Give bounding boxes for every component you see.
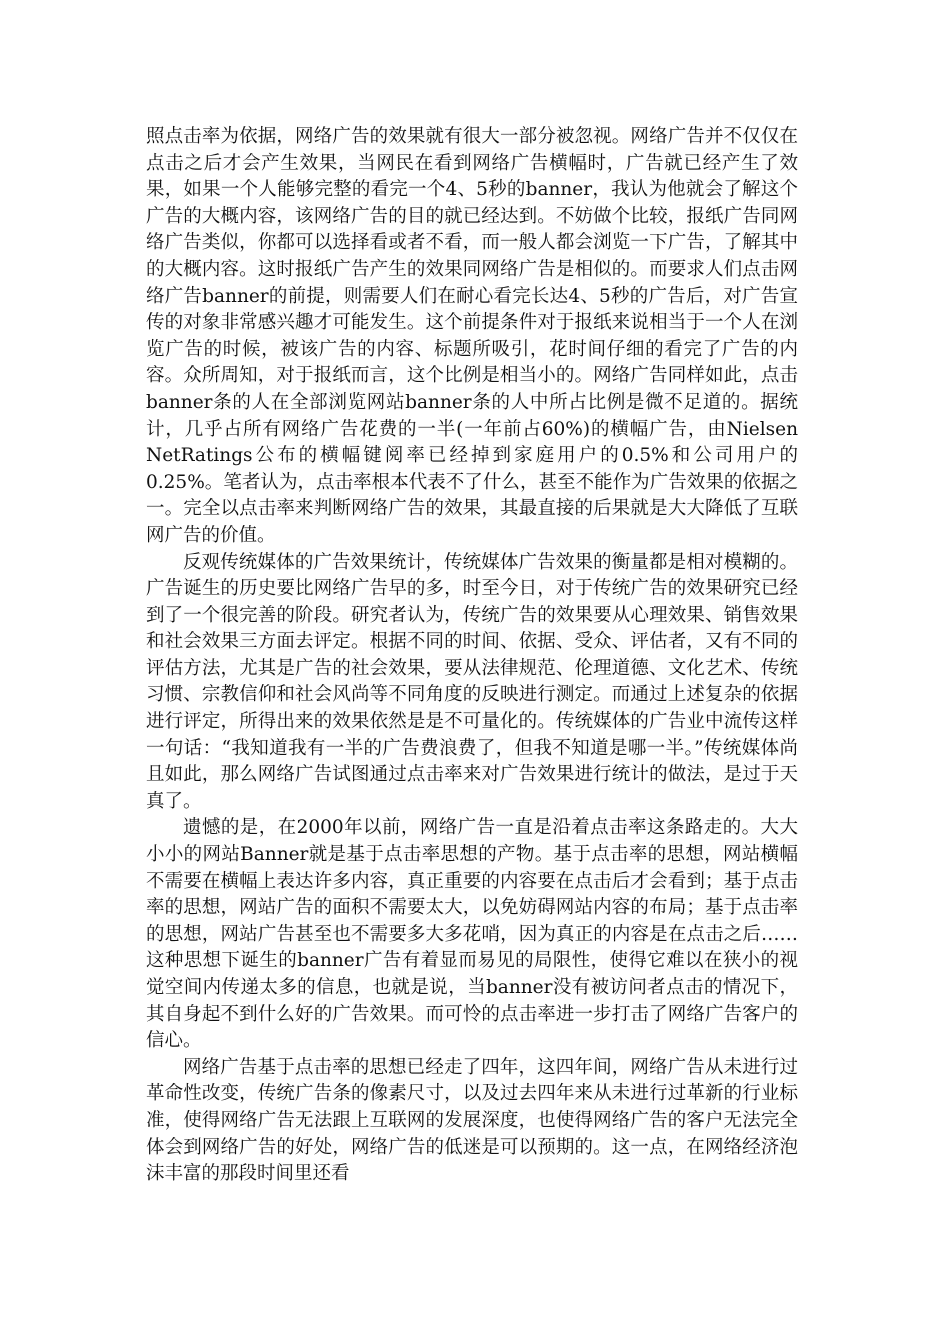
paragraph-3: 遗憾的是，在2000年以前，网络广告一直是沿着点击率这条路走的。大大小小的网站Banner就是基于点击率思想的产物。基于点击率的思想，网站横幅不需要在横幅上表达许多内容，真正重要的内容要在点击后才会看到；基于点击率的思想，网站广告的面积不需要太大，以免妨碍网站内容的布局；基于点击率的思想，网站广告甚至也不需要多大多花哨，因为真正的内容是在点击之后……这种思想下诞生的banner广告有着显而易见的局限性，使得它难以在狭小的视觉空间内传递太多的信息，也就是说，当banner没有被访问者点击的情况下，其自身起不到什么好的广告效果。而可怜的点击率进一步打击了网络广告客户的信心。 [146, 817, 798, 1052]
document-body [146, 124, 798, 1188]
paragraph-2: 反观传统媒体的广告效果统计，传统媒体广告效果的衡量都是相对模糊的。广告诞生的历史要比网络广告早的多，时至今日，对于传统广告的效果研究已经到了一个很完善的阶段。研究者认为，传统广告的效果要从心理效果、销售效果和社会效果三方面去评定。根据不同的时间、依据、受众、评估者，又有不同的评估方法，尤其是广告的社会效果，要从法律规范、伦理道德、文化艺术、传统习惯、宗教信仰和社会风尚等不同角度的反映进行测定。而通过上述复杂的依据进行评定，所得出来的效果依然是是不可量化的。传统媒体的广告业中流传这样一句话：“我知道我有一半的广告费浪费了，但我不知道是哪一半。”传统媒体尚且如此，那么网络广告试图通过点击率来对广告效果进行统计的做法，是过于天真了。 [146, 551, 798, 812]
paragraph-4: 网络广告基于点击率的思想已经走了四年，这四年间，网络广告从未进行过革命性改变，传统广告条的像素尺寸，以及过去四年来从未进行过革新的行业标准，使得网络广告无法跟上互联网的发展深度，也使得网络广告的客户无法完全体会到网络广告的好处，网络广告的低迷是可以预期的。这一点，在网络经济泡沫丰富的那段时间里还看 [146, 1056, 798, 1185]
paragraph-1: 照点击率为依据，网络广告的效果就有很大一部分被忽视。网络广告并不仅仅在点击之后才会产生效果，当网民在看到网络广告横幅时，广告就已经产生了效果，如果一个人能够完整的看完一个4、5秒的banner，我认为他就会了解这个广告的大概内容，该网络广告的目的就已经达到。不妨做个比较，报纸广告同网络广告类似，你都可以选择看或者不看，而一般人都会浏览一下广告，了解其中的大概内容。这时报纸广告产生的效果同网络广告是相似的。而要求人们点击网络广告banner的前提，则需要人们在耐心看完长达4、5秒的广告后，对广告宣传的对象非常感兴趣才可能发生。这个前提条件对于报纸来说相当于一个人在浏览广告的时候，被该广告的内容、标题所吸引，花时间仔细的看完了广告的内容。众所周知，对于报纸而言，这个比例是相当小的。网络广告同样如此，点击banner条的人在全部浏览网站banner条的人中所占比例是微不足道的。据统计，几乎占所有网络广告花费的一半(一年前占60%)的横幅广告，由Nielsen NetRatings公布的横幅键阅率已经掉到家庭用户的0.5%和公司用户的0.25%。笔者认为，点击率根本代表不了什么，甚至不能作为广告效果的依据之一。完全以点击率来判断网络广告的效果，其最直接的后果就是大大降低了互联网广告的价值。 [146, 126, 798, 546]
